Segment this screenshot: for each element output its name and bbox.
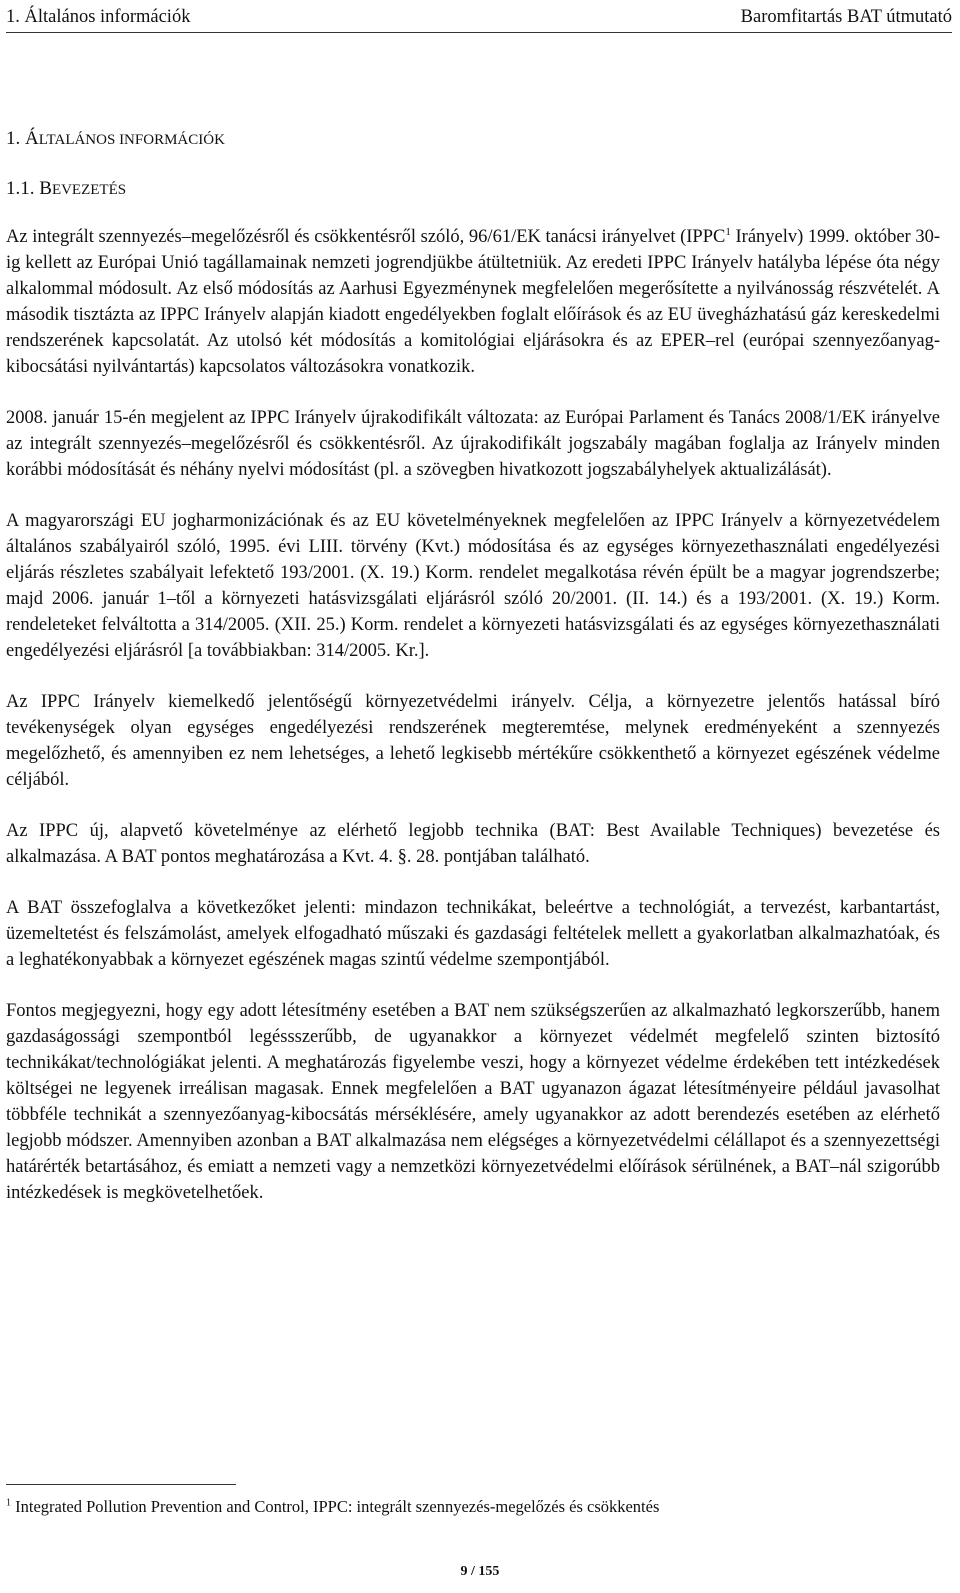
- body-text: [6, 224, 940, 1231]
- header-document-title: Baromfitartás BAT útmutató: [740, 7, 952, 27]
- page-number: 9 / 155: [460, 1564, 500, 1579]
- header-divider: [6, 32, 952, 33]
- subsection-number: 1.1.: [6, 178, 35, 199]
- footnote-divider: [6, 1484, 236, 1485]
- paragraph-5: Az IPPC új, alapvető követelménye az elérhető legjobb technika (BAT: Best Available Techniques) bevezetése és alkalmazása. A BAT pontos meghatározása a Kvt. 4. §. 28. pontjában található.: [6, 821, 940, 867]
- subsection-title-rest: EVEZETÉS: [51, 182, 127, 198]
- paragraph-1-part-b: Irányelv) 1999. október 30-ig kellett az Európai Unió tagállamainak nemzeti jogrendjükbe átültetniük. Az eredeti IPPC Irányelv hatályba lépése óta négy alkalommal módosult. Az első módosítás az Aarhusi Egyezménynek megfelelően megerősítette a nyilvánosság részvételét. A második tisztázta az IPPC Irányelv alapján kiadott engedélyekben foglalt előírások és az EU üvegházhatású gáz kereskedelmi rendszerének kapcsolatát. Az utolsó két módosítás a komitológiai eljárásokra és az EPER–rel (európai szennyezőanyag-kibocsátási nyilvántartás) kapcsolatos változásokra vonatkozik.: [6, 227, 941, 377]
- subsection-title-initial: B: [39, 178, 52, 199]
- footnote-marker: 1: [6, 1497, 11, 1509]
- section-number: 1.: [6, 128, 21, 149]
- running-header: [6, 4, 952, 30]
- footnote: [6, 1496, 940, 1518]
- paragraph-7: Fontos megjegyezni, hogy egy adott létesítmény esetében a BAT nem szükségszerűen az alkalmazható legkorszerűbb, hanem gazdaságossági szempontból legéssszerűbb, de ugyanakkor a környezet védelmét megfelelő szinten biztosító technikákat/technológiákat jelenti. A meghatározás figyelembe veszi, hogy a környezet védelme érdekében tett intézkedések költségei ne legyenek irreálisan magasak. Ennek megfelelően a BAT ugyanazon ágazat létesítményeire például javasolhat többféle technikát a szennyezőanyag-kibocsátás mérséklésére, amely ugyanakkor az adott berendezés esetében az elérhető legjobb módszer. Amennyiben azonban a BAT alkalmazása nem elégséges a környezetvédelmi célállapot és a szennyezettségi határérték betartásához, és emiatt a nemzeti vagy a nemzetközi környezetvédelmi előírások sérülnének, a BAT–nál szigorúbb intézkedések is megkövetelhetőek.: [6, 1001, 940, 1203]
- section-title-initial: Á: [25, 128, 39, 149]
- section-heading: [6, 126, 225, 153]
- section-title-rest: LTALÁNOS INFORMÁCIÓK: [38, 132, 225, 148]
- paragraph-1-part-a: Az integrált szennyezés–megelőzésről és csökkentésről szóló, 96/61/EK tanácsi irányelvet (IPPC: [6, 227, 726, 247]
- paragraph-4: Az IPPC Irányelv kiemelkedő jelentőségű környezetvédelmi irányelv. Célja, a környezetre jelentős hatással bíró tevékenységek olyan egységes engedélyezési rendszerének megteremtése, melynek eredményeként a szennyezés megelőzhető, és amennyiben ez nem lehetséges, a lehető legkisebb mértékűre csökkenthető a környezet egészének védelme céljából.: [6, 692, 940, 790]
- subsection-heading: [6, 176, 126, 203]
- footnote-reference[interactable]: 1: [725, 225, 731, 238]
- footnote-text: Integrated Pollution Prevention and Control, IPPC: integrált szennyezés-megelőzés és csökkentés: [11, 1497, 660, 1516]
- paragraph-1: [6, 224, 940, 380]
- paragraph-3: A magyarországi EU jogharmonizációnak és az EU követelményeknek megfelelően az IPPC Irányelv a környezetvédelem általános szabályairól szóló, 1995. évi LIII. törvény (Kvt.) módosítása és az egységes környezethasználati engedélyezési eljárás részletes szabályait lefektető 193/2001. (X. 19.) Korm. rendelet megalkotása révén épült be a magyar jogrendszerbe; majd 2006. január 1–től a környezeti hatásvizsgálati eljárásról szóló 20/2001. (II. 14.) és a 193/2001. (X. 19.) Korm. rendeleteket felváltotta a 314/2005. (XII. 25.) Korm. rendelet a környezeti hatásvizsgálati és az egységes környezethasználati engedélyezési eljárásról [a továbbiakban: 314/2005. Kr.].: [6, 511, 940, 661]
- header-chapter-title: 1. Általános információk: [6, 7, 191, 27]
- paragraph-2: 2008. január 15-én megjelent az IPPC Irányelv újrakodifikált változata: az Európai Parlament és Tanács 2008/1/EK irányelve az integrált szennyezés–megelőzésről és csökkentésről. Az újrakodifikált jogszabály magában foglalja az Irányelv minden korábbi módosítását és néhány nyelvi módosítást (pl. a szövegben hivatkozott jogszabályhelyek aktualizálását).: [6, 408, 940, 480]
- paragraph-6: A BAT összefoglalva a következőket jelenti: mindazon technikákat, beleértve a technológiát, a tervezést, karbantartást, üzemeltetést és felszámolást, amelyek elfogadható műszaki és gazdasági feltételek mellett a gyakorlatban alkalmazhatóak, és a leghatékonyabbak a környezet egészének magas szintű védelme szempontjából.: [6, 898, 940, 970]
